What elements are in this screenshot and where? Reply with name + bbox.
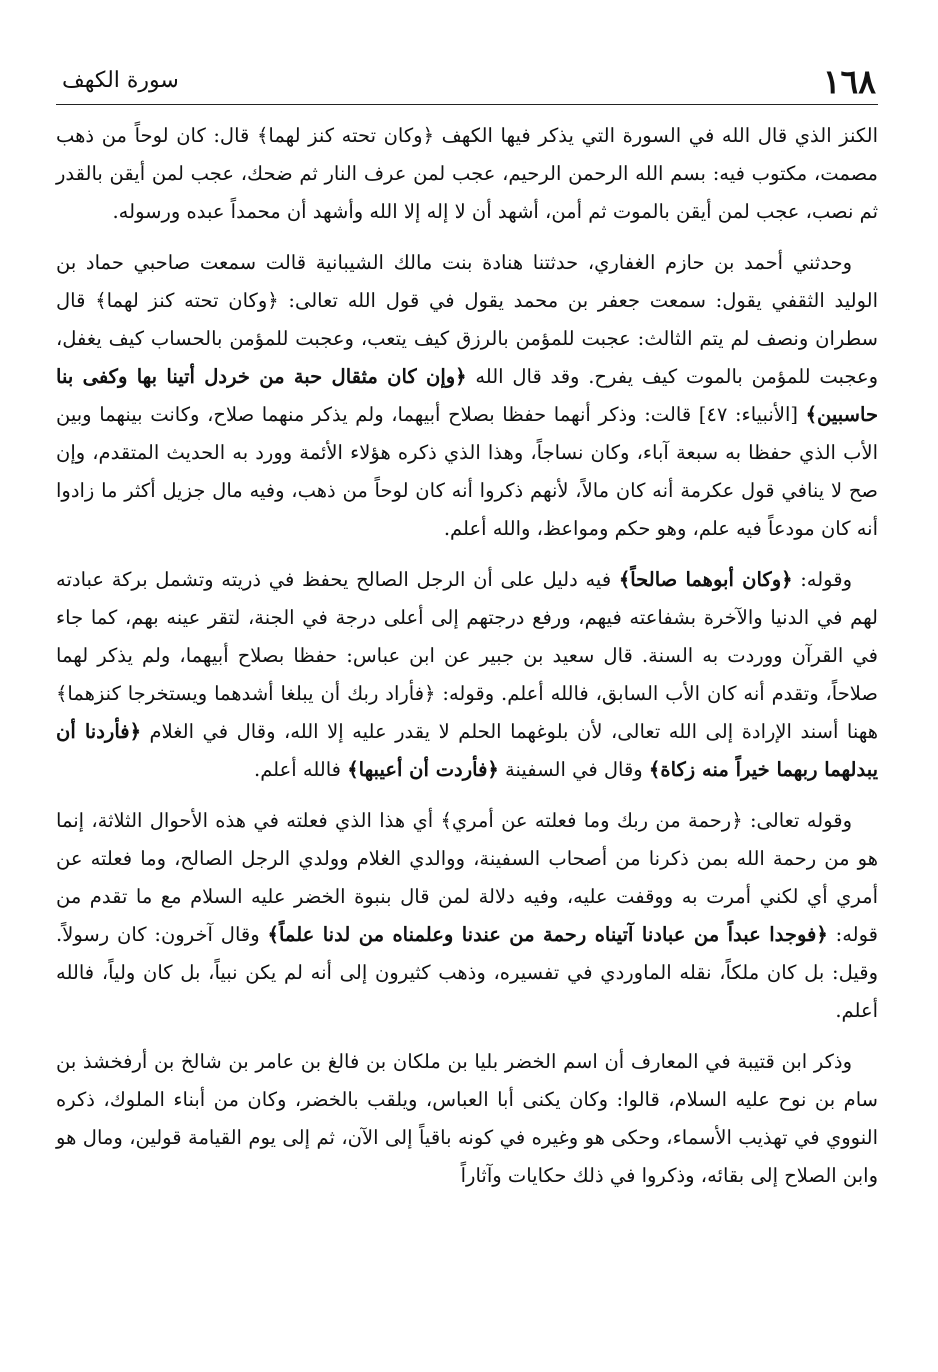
paragraph-5 (56, 1043, 878, 1195)
text-segment: وقال في السفينة (498, 758, 643, 781)
text-segment: وقال آخرون: كان رسولاً. وقيل: بل كان ملكاً، نقله الماوردي في تفسيره، وذهب كثيرون إلى أنه لم يكن نبياً، بل كان ولياً، فالله أعلم. (56, 923, 878, 1022)
text-segment: وقوله: (792, 568, 852, 591)
page-header (56, 60, 878, 105)
book-page (56, 60, 878, 1356)
text-segment: وقوله تعالى: (742, 809, 853, 832)
text-segment: فيه دليل على أن الرجل الصالح يحفظ في ذريته وتشمل بركة عبادته لهم في الدنيا والآخرة بشفاعته فيهم، ورفع درجتهم إلى أعلى درجة في الجنة، لتقر عينه بهم، كما جاء في القرآن ووردت به السنة. قال سعيد بن جبير عن ابن عباس: حفظا بصلاح أبيهما، ولم يذكر لهما صلاحاً، وتقدم أنه كان الأب السابق، فالله أعلم. وقوله: (56, 568, 878, 705)
page-number: ١٦٨ (822, 62, 876, 101)
quran-quote-bold: ﴿وإن كان مثقال حبة من خردل أتينا بها وكفى بنا حاسبين﴾ (56, 365, 878, 426)
text-segment: قال سطران ونصف لم يتم الثالث: عجبت للمؤمن بالرزق كيف يتعب، وعجبت للمؤمن بالحساب كيف يغفل، وعجبت للمؤمن بالموت كيف يفرح. وقد قال الله (56, 289, 879, 388)
paragraph-4 (56, 802, 878, 1030)
quran-quote-bold: ﴿فأردت أن أعيبها﴾ (347, 758, 499, 781)
quran-quote-bold: ﴿فأردنا أن يبدلهما ربهما خيراً منه زكاة﴾ (56, 720, 878, 781)
paragraph-1 (56, 117, 878, 231)
quran-quote-bold: ﴿فوجدا عبداً من عبادنا آتيناه رحمة من عندنا وعلمناه من لدنا علماً﴾ (267, 923, 828, 946)
quran-quote: ﴿فأراد ربك أن يبلغا أشدهما ويستخرجا كنزهما﴾ (56, 682, 436, 705)
quran-quote: ﴿وكان تحته كنز لهما﴾ (95, 289, 279, 312)
paragraph-2 (56, 244, 878, 548)
text-segment: الكنز الذي قال الله في السورة التي يذكر فيها الكهف (434, 124, 878, 147)
text-segment: فالله أعلم. (254, 758, 341, 781)
text-segment: قال: كان لوحاً من ذهب مصمت، مكتوب فيه: بسم الله الرحمن الرحيم، عجب لمن عرف النار ثم ضحك، عجب لمن أيقن بالقدر ثم نصب، عجب لمن أيقن بالموت ثم أمن، أشهد أن لا إله إلا الله وأشهد أن محمداً عبده ورسوله. (56, 124, 878, 223)
text-segment: وحدثني أحمد بن حازم الغفاري، حدثتنا هنادة بنت مالك الشيبانية قالت سمعت صاحبي حماد بن الوليد الثقفي يقول: سمعت جعفر بن محمد يقول في قول الله تعالى: (56, 251, 878, 312)
quran-quote: ﴿رحمة من ربك وما فعلته عن أمري﴾ (440, 809, 743, 832)
text-segment: وذكر ابن قتيبة في المعارف أن اسم الخضر بليا بن ملكان بن فالغ بن عامر بن شالخ بن أرفخشذ بن سام بن نوح عليه السلام، قالوا: وكان يكنى أبا العباس، ويلقب بالخضر، وكان من أبناء الملوك، ذكره النووي في تهذيب الأسماء، وحكى هو وغيره في كونه باقياً إلى الآن، ثم إلى يوم القيامة قولين، ومال هو وابن الصلاح إلى بقائه، وذكروا في ذلك حكايات وآثاراً (56, 1050, 878, 1187)
text-segment: [الأنبياء: ٤٧] قالت: وذكر أنهما حفظا بصلاح أبيهما، ولم يذكر منهما صلاح، وكانت بينهما وبين الأب الذي حفظا به سبعة آباء، وكان نساجاً، وهذا الذي ذكره هؤلاء الأئمة وورد به الحديث المتقدم، وإن صح لا ينافي قول عكرمة أنه كان مالاً، لأنهم ذكروا أنه كان لوحاً من ذهب، وفيه مال جزيل أكثر ما زادوا أنه كان مودعاً فيه علم، وهو حكم ومواعظ، والله أعلم. (56, 403, 878, 540)
quran-quote: ﴿وكان تحته كنز لهما﴾ (256, 124, 435, 147)
paragraph-3 (56, 561, 878, 789)
text-segment: ههنا أسند الإرادة إلى الله تعالى، لأن بلوغهما الحلم لا يقدر عليه إلا الله، وقال في الغلام (141, 720, 878, 743)
text-segment: أي هذا الذي فعلته في هذه الأحوال الثلاثة، إنما هو من رحمة الله بمن ذكرنا من أصحاب السفينة، ووالدي الغلام وولدي الرجل الصالح، وما فعلته عن أمري أي لكني أمرت به ووقفت عليه، وفيه دلالة لمن قال بنبوة الخضر عليه السلام مع ما تقدم من قوله: (56, 809, 879, 946)
quran-quote-bold: ﴿وكان أبوهما صالحاً﴾ (618, 568, 793, 591)
running-title: سورة الكهف (62, 68, 179, 93)
body-text (56, 117, 878, 1195)
